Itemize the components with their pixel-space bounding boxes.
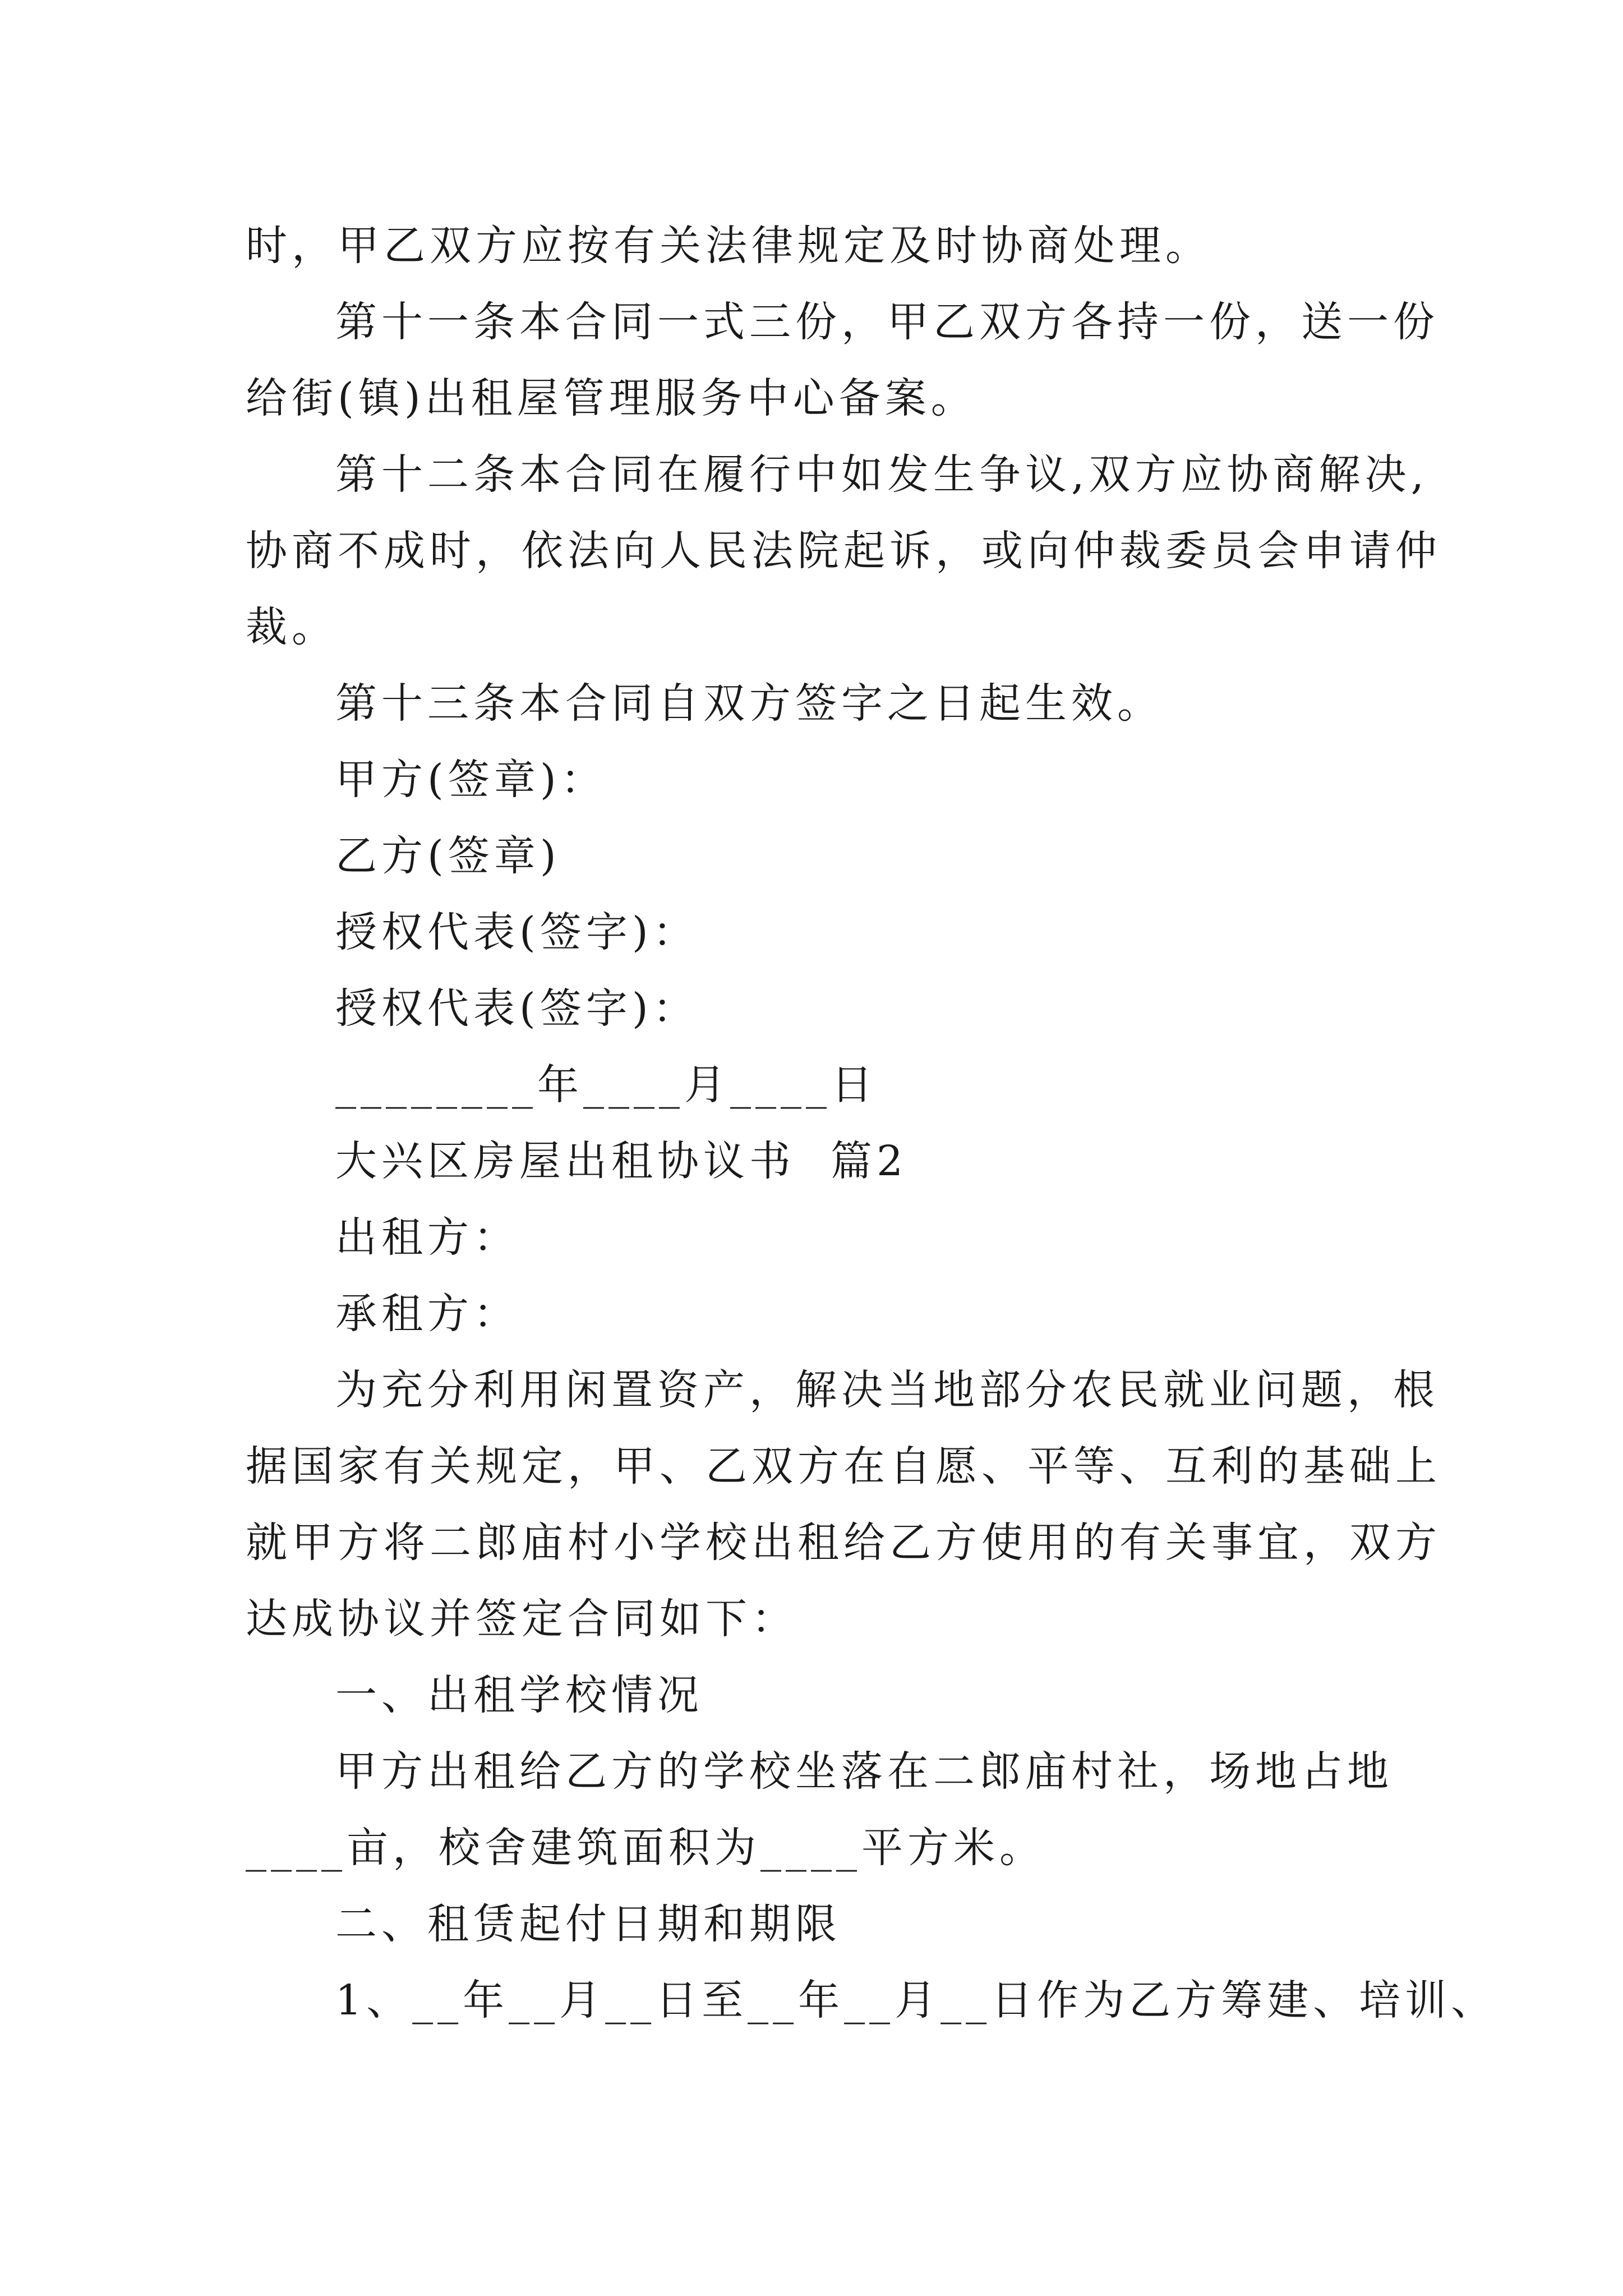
text-line: 裁。 — [246, 603, 338, 651]
text-line: 达成协议并签定合同如下： — [246, 1595, 797, 1643]
text-line: ____亩，校舍建筑面积为____平方米。 — [246, 1824, 1045, 1872]
text-line: 就甲方将二郎庙村小学校出租给乙方使用的有关事宜，双方 — [246, 1519, 1441, 1567]
text-line: 时，甲乙双方应按有关法律规定及时协商处理。 — [246, 222, 1211, 270]
lessee-label: 承租方： — [335, 1290, 519, 1338]
text-line: 据国家有关规定，甲、乙双方在自愿、平等、互利的基础上 — [246, 1442, 1441, 1490]
text-line: 第十三条本合同自双方签字之日起生效。 — [335, 679, 1163, 728]
text-line: 为充分利用闲置资产，解决当地部分农民就业问题，根 — [335, 1366, 1439, 1414]
section-heading: 大兴区房屋出租协议书 篇2 — [335, 1137, 908, 1185]
text-line: 1、__年__月__日至__年__月__日作为乙方筹建、培训、 — [335, 1976, 1497, 2024]
date-blank-line: ________年____月____日 — [335, 1061, 877, 1109]
text-line: 协商不成时，依法向人民法院起诉，或向仲裁委员会申请仲 — [246, 527, 1441, 575]
signature-label-representative: 授权代表(签字)： — [335, 984, 699, 1033]
clause-heading: 一、出租学校情况 — [335, 1671, 703, 1719]
text-line: 第十一条本合同一式三份，甲乙双方各持一份，送一份 — [335, 298, 1439, 346]
text-line: 甲方出租给乙方的学校坐落在二郎庙村社，场地占地 — [335, 1747, 1393, 1796]
signature-label-representative: 授权代表(签字)： — [335, 908, 699, 956]
text-line: 第十二条本合同在履行中如发生争议,双方应协商解决, — [335, 450, 1429, 499]
clause-heading: 二、租赁起付日期和期限 — [335, 1900, 841, 1948]
text-line: 给街(镇)出租屋管理服务中心备案。 — [246, 374, 977, 422]
lessor-label: 出租方： — [335, 1213, 519, 1262]
signature-label-party-a: 甲方(签章)： — [335, 756, 607, 804]
signature-label-party-b: 乙方(签章) — [335, 832, 561, 880]
